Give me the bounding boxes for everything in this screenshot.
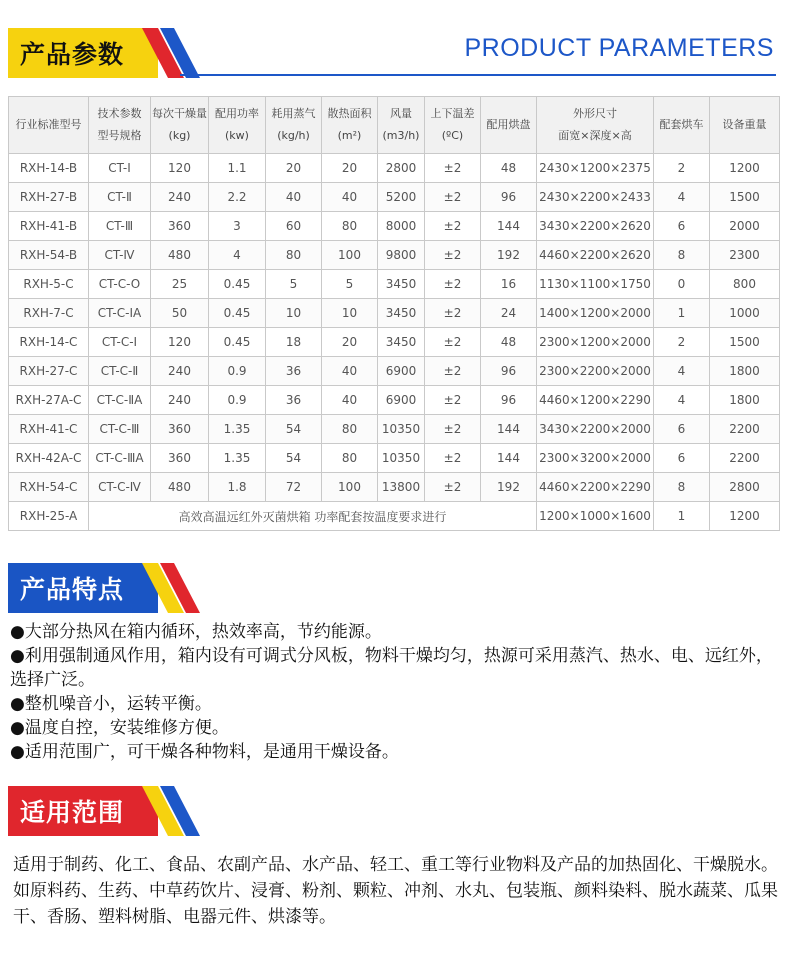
table-cell: CT-Ⅲ <box>89 212 151 241</box>
table-cell: 54 <box>266 444 322 473</box>
table-cell: 0.9 <box>209 386 266 415</box>
banner-stripes-icon <box>136 28 206 78</box>
table-header-cell <box>425 97 481 154</box>
table-cell: 1500 <box>710 328 780 357</box>
header-line: (m²) <box>337 129 362 142</box>
table-header-cell <box>266 97 322 154</box>
table-cell: 20 <box>266 154 322 183</box>
feature-item: ●适用范围广，可干燥各种物料，是通用干燥设备。 <box>10 742 399 762</box>
table-cell: 4 <box>654 183 710 212</box>
header-line: 散热面积 <box>327 107 372 120</box>
header-line: 外形尺寸 <box>573 107 617 120</box>
table-header-cell <box>537 97 654 154</box>
feature-item: ●整机噪音小，运转平衡。 <box>10 694 212 714</box>
table-cell: RXH-5-C <box>9 270 89 299</box>
table-cell: 9800 <box>378 241 425 270</box>
table-cell: 96 <box>481 386 537 415</box>
table-cell: ±2 <box>425 270 481 299</box>
table-cell: 2300×3200×2000 <box>537 444 654 473</box>
table-row <box>9 328 780 357</box>
table-cell: ±2 <box>425 183 481 212</box>
table-cell: 2800 <box>710 473 780 502</box>
table-cell: 240 <box>151 357 209 386</box>
table-cell: 1200 <box>710 502 780 531</box>
table-cell: CT-C-ⅡA <box>89 386 151 415</box>
table-cell: 25 <box>151 270 209 299</box>
header-line: 行业标准型号 <box>15 118 82 131</box>
table-cell: 1800 <box>710 386 780 415</box>
table-row <box>9 415 780 444</box>
header-line: 每次干燥量 <box>152 107 207 120</box>
table-cell: 80 <box>322 212 378 241</box>
table-header-cell <box>209 97 266 154</box>
features-title: 产品特点 <box>8 563 158 613</box>
table-header-cell <box>9 97 89 154</box>
table-cell: 2430×1200×2375 <box>537 154 654 183</box>
table-cell: 8 <box>654 473 710 502</box>
header-line: 配用烘盘 <box>486 118 531 131</box>
table-cell: 1 <box>654 502 710 531</box>
table-cell: 24 <box>481 299 537 328</box>
table-header-cell <box>710 97 780 154</box>
table-cell: 4 <box>654 357 710 386</box>
table-cell: 3430×2200×2620 <box>537 212 654 241</box>
table-cell: 3430×2200×2000 <box>537 415 654 444</box>
table-cell: 5 <box>322 270 378 299</box>
table-cell: 40 <box>322 183 378 212</box>
table-cell: 144 <box>481 212 537 241</box>
feature-item: ●温度自控，安装维修方便。 <box>10 718 229 738</box>
table-cell: RXH-14-C <box>9 328 89 357</box>
table-cell: 0.9 <box>209 357 266 386</box>
feature-item: ●利用强制通风作用，箱内设有可调式分风板，物料干燥均匀，热源可采用蒸汽、热水、电、远红外，选择广泛。 <box>10 646 773 690</box>
table-cell: 2 <box>654 328 710 357</box>
table-cell: 6900 <box>378 357 425 386</box>
header-line: 面宽×深度×高 <box>558 129 632 142</box>
table-row <box>9 444 780 473</box>
table-cell: 36 <box>266 386 322 415</box>
table-header-cell <box>481 97 537 154</box>
table-cell: 48 <box>481 154 537 183</box>
table-header-cell <box>322 97 378 154</box>
header-line: (kw) <box>225 129 249 142</box>
table-cell: ±2 <box>425 241 481 270</box>
header-line: 技术参数 <box>97 107 142 120</box>
table-cell: 10 <box>322 299 378 328</box>
table-cell: 13800 <box>378 473 425 502</box>
table-cell: 10350 <box>378 444 425 473</box>
table-row <box>9 357 780 386</box>
table-cell: 6 <box>654 212 710 241</box>
table-cell: 3450 <box>378 328 425 357</box>
header-line: 设备重量 <box>722 118 767 131</box>
scope-text <box>13 852 783 930</box>
table-row <box>9 386 780 415</box>
table-cell: 480 <box>151 241 209 270</box>
table-cell: CT-Ⅰ <box>89 154 151 183</box>
header-line: (m3/h) <box>382 129 420 142</box>
table-cell: RXH-7-C <box>9 299 89 328</box>
table-row <box>9 299 780 328</box>
table-cell: CT-C-Ⅲ <box>89 415 151 444</box>
header-line: 上下温差 <box>430 107 475 120</box>
table-cell: 2200 <box>710 444 780 473</box>
table-cell: ±2 <box>425 328 481 357</box>
banner-stripes-icon <box>136 563 206 613</box>
table-cell: CT-C-Ⅰ <box>89 328 151 357</box>
table-cell: RXH-41-C <box>9 415 89 444</box>
table-cell: 80 <box>322 415 378 444</box>
table-cell: 10350 <box>378 415 425 444</box>
header-line: 配套烘车 <box>659 118 704 131</box>
table-cell: 36 <box>266 357 322 386</box>
header-line: (kg) <box>168 129 191 142</box>
table-cell: 240 <box>151 386 209 415</box>
table-cell: 360 <box>151 415 209 444</box>
table-cell: RXH-27-C <box>9 357 89 386</box>
table-cell: CT-Ⅳ <box>89 241 151 270</box>
table-cell: 1.1 <box>209 154 266 183</box>
table-cell: 0.45 <box>209 328 266 357</box>
table-cell: 120 <box>151 328 209 357</box>
table-row <box>9 270 780 299</box>
table-cell: 1000 <box>710 299 780 328</box>
table-cell: 192 <box>481 473 537 502</box>
table-cell: 2300×2200×2000 <box>537 357 654 386</box>
table-cell: 96 <box>481 357 537 386</box>
scope-paragraph: 适用于制药、化工、食品、农副产品、水产品、轻工、重工等行业物料及产品的加热固化、干燥脱水。如原料药、生药、中草药饮片、浸膏、粉剂、颗粒、冲剂、水丸、包装瓶、颜料染料、脱水蔬菜、瓜果干、香肠、塑料树脂、电器元件、烘漆等。 <box>13 855 778 927</box>
table-cell: 360 <box>151 444 209 473</box>
table-cell: ±2 <box>425 444 481 473</box>
table-header-cell <box>151 97 209 154</box>
table-cell: 4 <box>654 386 710 415</box>
table-cell: 1500 <box>710 183 780 212</box>
table-cell: RXH-25-A <box>9 502 89 531</box>
table-cell: 2430×2200×2433 <box>537 183 654 212</box>
table-cell: 144 <box>481 444 537 473</box>
table-cell: 16 <box>481 270 537 299</box>
header-line: 风量 <box>390 107 412 120</box>
table-cell: ±2 <box>425 154 481 183</box>
table-cell: 360 <box>151 212 209 241</box>
table-cell: 2.2 <box>209 183 266 212</box>
table-row <box>9 502 780 531</box>
table-cell: 192 <box>481 241 537 270</box>
table-header-cell <box>378 97 425 154</box>
table-cell: 1 <box>654 299 710 328</box>
table-cell: 240 <box>151 183 209 212</box>
table-cell: 1130×1100×1750 <box>537 270 654 299</box>
table-cell: 2300×1200×2000 <box>537 328 654 357</box>
table-cell: ±2 <box>425 415 481 444</box>
table-cell: 2300 <box>710 241 780 270</box>
header-divider <box>180 74 776 76</box>
table-cell: 80 <box>266 241 322 270</box>
banner-stripes-icon <box>136 786 206 836</box>
table-cell: 18 <box>266 328 322 357</box>
table-cell: 40 <box>322 386 378 415</box>
table-cell: 3450 <box>378 299 425 328</box>
params-title-en: PRODUCT PARAMETERS <box>464 34 774 62</box>
table-cell: CT-C-ⅢA <box>89 444 151 473</box>
table-cell: CT-C-O <box>89 270 151 299</box>
table-cell: 100 <box>322 473 378 502</box>
table-cell: 10 <box>266 299 322 328</box>
table-cell: 2 <box>654 154 710 183</box>
table-cell: 3450 <box>378 270 425 299</box>
table-cell: 2000 <box>710 212 780 241</box>
table-cell: 96 <box>481 183 537 212</box>
table-cell: 4 <box>209 241 266 270</box>
table-cell: 54 <box>266 415 322 444</box>
feature-item: ●大部分热风在箱内循环，热效率高，节约能源。 <box>10 622 382 642</box>
header-line: (kg/h) <box>277 129 310 142</box>
table-cell: 3 <box>209 212 266 241</box>
table-cell: ±2 <box>425 386 481 415</box>
table-cell: 2200 <box>710 415 780 444</box>
table-cell: 72 <box>266 473 322 502</box>
table-cell: RXH-14-B <box>9 154 89 183</box>
features-list <box>10 620 782 764</box>
table-cell: CT-C-ⅠA <box>89 299 151 328</box>
table-cell: 48 <box>481 328 537 357</box>
table-cell: 5 <box>266 270 322 299</box>
header-line: 配用功率 <box>215 107 259 120</box>
table-cell: 20 <box>322 154 378 183</box>
scope-title: 适用范围 <box>8 786 158 836</box>
table-cell: 80 <box>322 444 378 473</box>
table-cell: 50 <box>151 299 209 328</box>
table-cell: 1.35 <box>209 444 266 473</box>
table-cell: CT-Ⅱ <box>89 183 151 212</box>
table-row <box>9 212 780 241</box>
table-cell: RXH-41-B <box>9 212 89 241</box>
table-cell: 800 <box>710 270 780 299</box>
table-header-row <box>9 97 780 154</box>
table-row <box>9 473 780 502</box>
table-cell: ±2 <box>425 473 481 502</box>
table-cell: ±2 <box>425 357 481 386</box>
table-cell: 480 <box>151 473 209 502</box>
table-cell: 4460×1200×2290 <box>537 386 654 415</box>
table-cell: 1200 <box>710 154 780 183</box>
table-header-cell <box>654 97 710 154</box>
table-cell: RXH-42A-C <box>9 444 89 473</box>
table-cell: RXH-54-C <box>9 473 89 502</box>
table-cell: 100 <box>322 241 378 270</box>
header-line: 型号规格 <box>97 129 142 142</box>
table-cell: 1200×1000×1600 <box>537 502 654 531</box>
table-cell: RXH-54-B <box>9 241 89 270</box>
table-cell: 8 <box>654 241 710 270</box>
table-cell: 40 <box>266 183 322 212</box>
table-cell: CT-C-Ⅳ <box>89 473 151 502</box>
table-cell: ±2 <box>425 212 481 241</box>
table-header-cell <box>89 97 151 154</box>
table-cell: 6 <box>654 444 710 473</box>
table-row <box>9 241 780 270</box>
header-line: (ºC) <box>441 129 464 142</box>
table-cell: 4460×2200×2620 <box>537 241 654 270</box>
table-row <box>9 183 780 212</box>
table-cell: 0 <box>654 270 710 299</box>
table-cell: 高效高温远红外灭菌烘箱 功率配套按温度要求进行 <box>89 502 537 531</box>
table-row <box>9 154 780 183</box>
table-cell: 1.35 <box>209 415 266 444</box>
table-cell: 6 <box>654 415 710 444</box>
table-cell: 60 <box>266 212 322 241</box>
table-cell: 5200 <box>378 183 425 212</box>
table-cell: 8000 <box>378 212 425 241</box>
table-cell: 120 <box>151 154 209 183</box>
table-cell: 1800 <box>710 357 780 386</box>
table-cell: ±2 <box>425 299 481 328</box>
params-title: 产品参数 <box>8 28 158 78</box>
table-cell: 0.45 <box>209 299 266 328</box>
table-cell: CT-C-Ⅱ <box>89 357 151 386</box>
table-cell: 1.8 <box>209 473 266 502</box>
table-cell: RXH-27A-C <box>9 386 89 415</box>
table-cell: 20 <box>322 328 378 357</box>
table-cell: 1400×1200×2000 <box>537 299 654 328</box>
table-cell: 4460×2200×2290 <box>537 473 654 502</box>
header-line: 耗用蒸气 <box>271 107 316 120</box>
table-cell: 144 <box>481 415 537 444</box>
table-cell: 40 <box>322 357 378 386</box>
parameters-table <box>8 96 780 531</box>
table-cell: 6900 <box>378 386 425 415</box>
table-cell: 0.45 <box>209 270 266 299</box>
table-cell: 2800 <box>378 154 425 183</box>
table-cell: RXH-27-B <box>9 183 89 212</box>
